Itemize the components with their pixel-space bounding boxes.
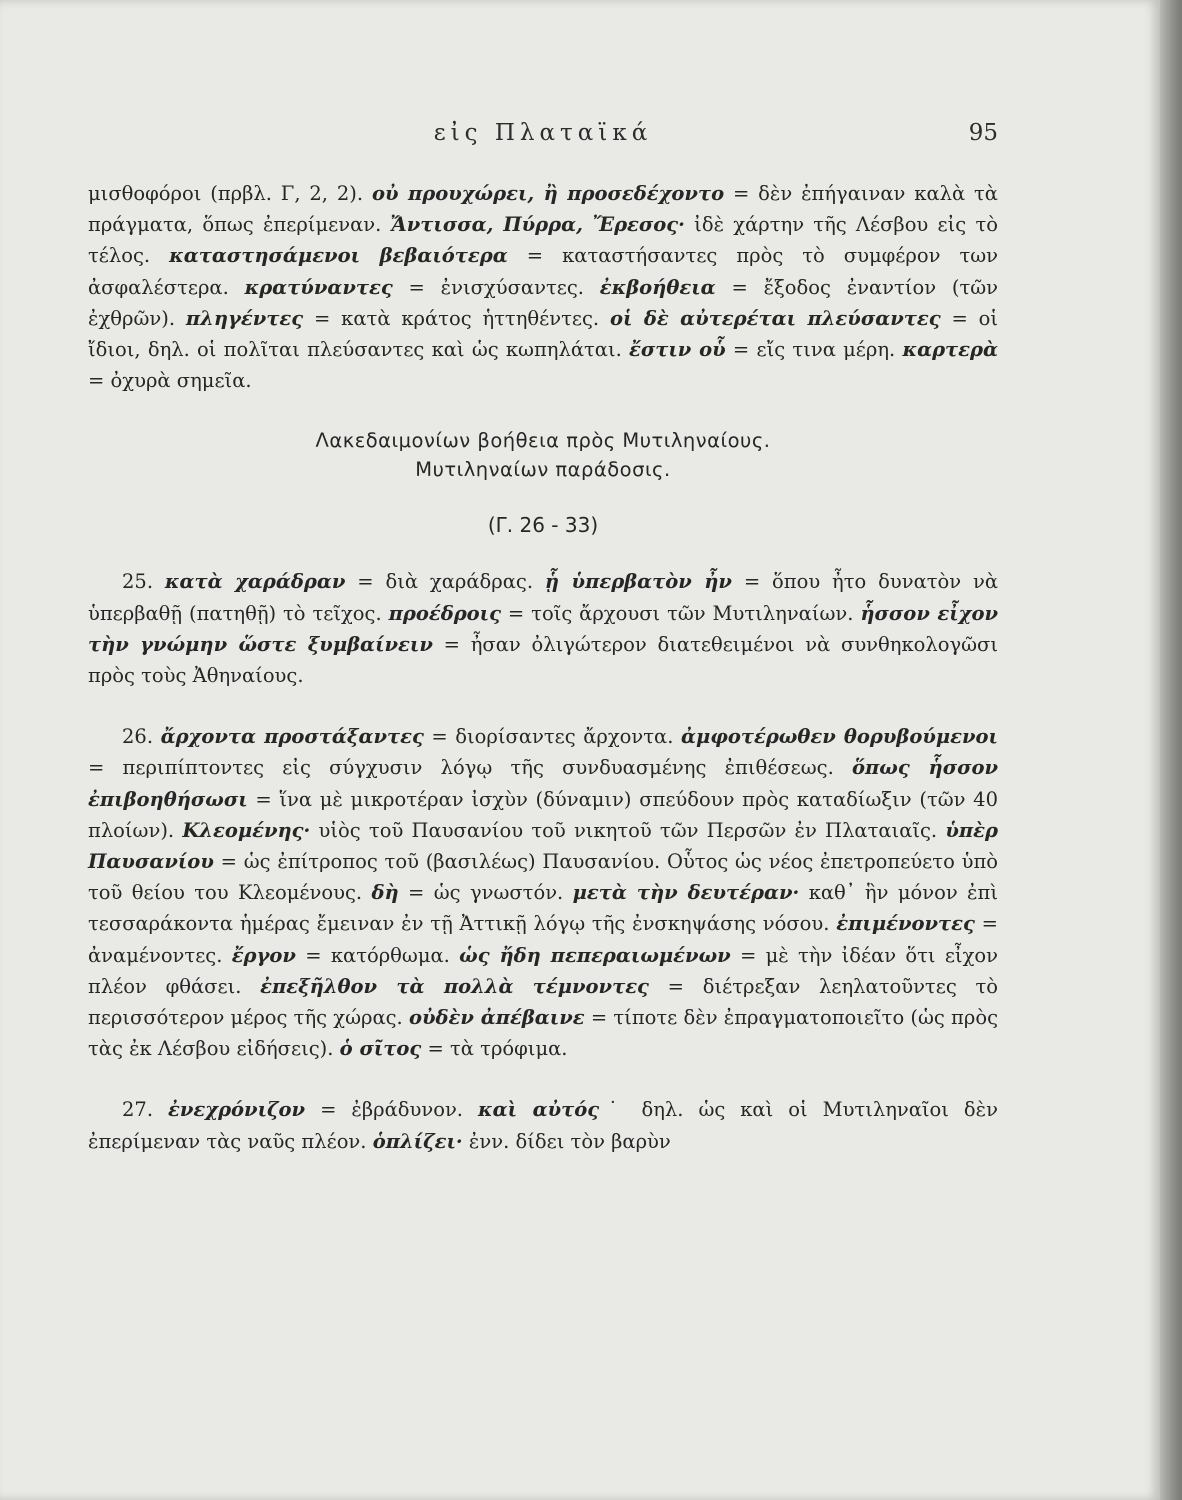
page-body <box>88 178 998 1157</box>
lemma: ἧσσον εἶχον τὴν γνώμην ὥστε ξυμβαίνειν <box>88 601 998 656</box>
lemma: κρατύναντες <box>244 275 393 299</box>
paragraph-continuation <box>88 178 998 396</box>
lemma: κατὰ χαράδραν <box>164 570 346 594</box>
gloss: ˙ δηλ. ὡς καὶ οἱ Μυτιληναῖοι δὲν ἐπερίμεναν τὰς ναῦς πλέον. <box>88 1098 998 1153</box>
gloss: = ἵνα μὲ μικροτέραν ἰσχὺν (δύναμιν) σπεύδουν πρὸς καταδίωξιν (τῶν 40 πλοίων). <box>88 787 998 842</box>
lemma: πληγέντες <box>185 306 304 330</box>
lemma: ἐκβοήθεια <box>599 275 716 299</box>
lemma: ἄρχοντα προστάξαντες <box>160 725 424 749</box>
lemma: Ἄντισσα, Πύρρα, Ἔρεσος· <box>390 213 685 237</box>
paragraph-number: 26. <box>122 725 161 749</box>
gloss: = ὅπου ἦτο δυνατὸν νὰ ὑπερβαθῇ (πατηθῇ) τὸ τεῖχος. <box>88 570 999 625</box>
lemma: οὐ προυχώρει, ἢ προσεδέχοντο <box>371 182 725 205</box>
gloss: ἐνν. δίδει τὸν βαρὺν <box>462 1129 671 1153</box>
lemma: ἐνεχρόνιζον <box>168 1098 306 1122</box>
lemma: δὴ <box>371 881 399 905</box>
lemma: καὶ αὐτός <box>478 1098 600 1122</box>
lemma: οὐδὲν ἀπέβαινε <box>408 1006 585 1030</box>
lemma: ἐπιμένοντες <box>836 912 975 936</box>
lemma: οἱ δὲ αὐτερέται πλεύσαντες <box>609 306 941 330</box>
gloss: = ὀχυρὰ σημεῖα. <box>88 369 252 393</box>
lemma: ὡς ἤδη πεπεραιωμένων <box>459 943 731 967</box>
lemma: ὁπλίζει· <box>372 1129 463 1153</box>
gloss: = καταστήσαντες πρὸς τὸ συμφέρον των ἀσφαλέστερα. <box>88 244 998 299</box>
gloss: = ἀναμένοντες. <box>88 912 998 967</box>
gloss: = διέτρεξαν λεηλατοῦντες τὸ περισσότερον μέρος τῆς χώρας. <box>88 974 998 1030</box>
lemma: ᾗ ὑπερβατὸν ἦν <box>544 570 732 594</box>
lemma: ὑπὲρ Παυσανίου <box>88 818 998 874</box>
lemma: καταστησάμενοι βεβαιότερα <box>169 244 508 268</box>
lemma: ἀμφοτέρωθεν θορυβούμενοι <box>680 725 998 749</box>
lemma: καρτερὰ <box>902 338 998 362</box>
lemma: μετὰ τὴν δευτέραν· <box>572 881 800 905</box>
gloss: = δὲν ἐπήγαιναν καλὰ τὰ πράγματα, ὅπως ἐπερίμεναν. <box>88 182 998 237</box>
text-segment: μισθοφόροι (πρβλ. Γ, 2, 2). <box>88 182 372 205</box>
gloss: υἱὸς τοῦ Παυσανίου τοῦ νικητοῦ τῶν Περσῶν ἐν Πλαταιαῖς. <box>310 818 946 842</box>
lemma: ὅπως ἧσσον ἐπιβοηθήσωσι <box>88 756 998 811</box>
gloss: = ὡς ἐπίτροπος τοῦ (βασιλέως) Παυσανίου. Οὗτος ὡς νέος ἐπετροπεύετο ὑπὸ τοῦ θείου του Κλεομένους. <box>88 850 998 905</box>
gloss: = διὰ χαράδρας. <box>345 570 545 594</box>
gloss: = ἔξοδος ἐναντίον (τῶν ἐχθρῶν). <box>88 275 999 330</box>
gloss: = κατὰ κράτος ἡττηθέντες. <box>303 306 610 330</box>
gloss: = διορίσαντες ἄρχοντα. <box>423 725 681 749</box>
chapter-range: (Γ. 26 - 33) <box>487 513 599 538</box>
paragraph-26 <box>88 721 998 1064</box>
book-spine-edge <box>1160 0 1182 1500</box>
gloss: καθ᾽ ἣν μόνον ἐπὶ τεσσαράκοντα ἡμέρας ἔμειναν ἐν τῇ Ἀττικῇ λόγῳ τῆς ἐνσκηψάσης νόσου. <box>88 881 998 936</box>
paragraph-number: 27. <box>122 1098 168 1122</box>
gloss: = μὲ τὴν ἰδέαν ὅτι εἶχον πλέον φθάσει. <box>88 943 998 998</box>
gloss: = κατόρθωμα. <box>295 943 460 967</box>
gloss: = ἐβράδυνον. <box>305 1098 478 1122</box>
section-heading <box>88 426 998 484</box>
paragraph-27 <box>88 1094 998 1156</box>
lemma: ἐπεξῆλθον τὰ πολλὰ τέμνοντες <box>260 974 649 998</box>
lemma: ἔστιν οὗ <box>629 338 726 362</box>
section-heading-line-1: Λακεδαιμονίων βοήθεια πρὸς Μυτιληναίους. <box>315 429 771 453</box>
gloss: = οἱ ἴδιοι, δηλ. οἱ πολῖται πλεύσαντες καὶ ὡς κωπηλάται. <box>88 306 999 362</box>
gloss: ἰδὲ χάρτην τῆς Λέσβου εἰς τὸ τέλος. <box>88 213 998 268</box>
gloss: = τὰ τρόφιμα. <box>421 1037 568 1061</box>
gloss: = ἦσαν ὀλιγώτερον διατεθειμένοι νὰ συνθηκολογῶσι πρὸς τοὺς Ἀθηναίους. <box>88 632 998 688</box>
running-title: εἰς Πλαταϊκά <box>433 120 653 146</box>
paragraph-25 <box>88 566 998 691</box>
gloss: = τίποτε δὲν ἐπραγματοποιεῖτο (ὡς πρὸς τὰς ἐκ Λέσβου εἰδήσεις). <box>88 1006 998 1061</box>
page-number: 95 <box>968 120 998 146</box>
gloss: = τοῖς ἄρχουσι τῶν Μυτιληναίων. <box>501 601 861 625</box>
lemma: Κλεομένης· <box>182 818 311 842</box>
gloss: = περιπίπτοντες εἰς σύγχυσιν λόγῳ τῆς συνδυασμένης ἐπιθέσεως. <box>88 756 852 780</box>
lemma: προέδροις <box>388 601 501 625</box>
lemma: ἔργον <box>231 943 296 967</box>
gloss: = εἴς τινα μέρη. <box>725 338 903 362</box>
lemma: ὁ σῖτος <box>339 1037 422 1061</box>
section-heading-line-2: Μυτιληναίων παράδοσις. <box>415 458 671 482</box>
running-head <box>88 120 998 156</box>
paragraph-number: 25. <box>122 570 165 594</box>
gloss: = ὡς γνωστόν. <box>398 881 573 905</box>
gloss: = ἐνισχύσαντες. <box>392 275 600 299</box>
